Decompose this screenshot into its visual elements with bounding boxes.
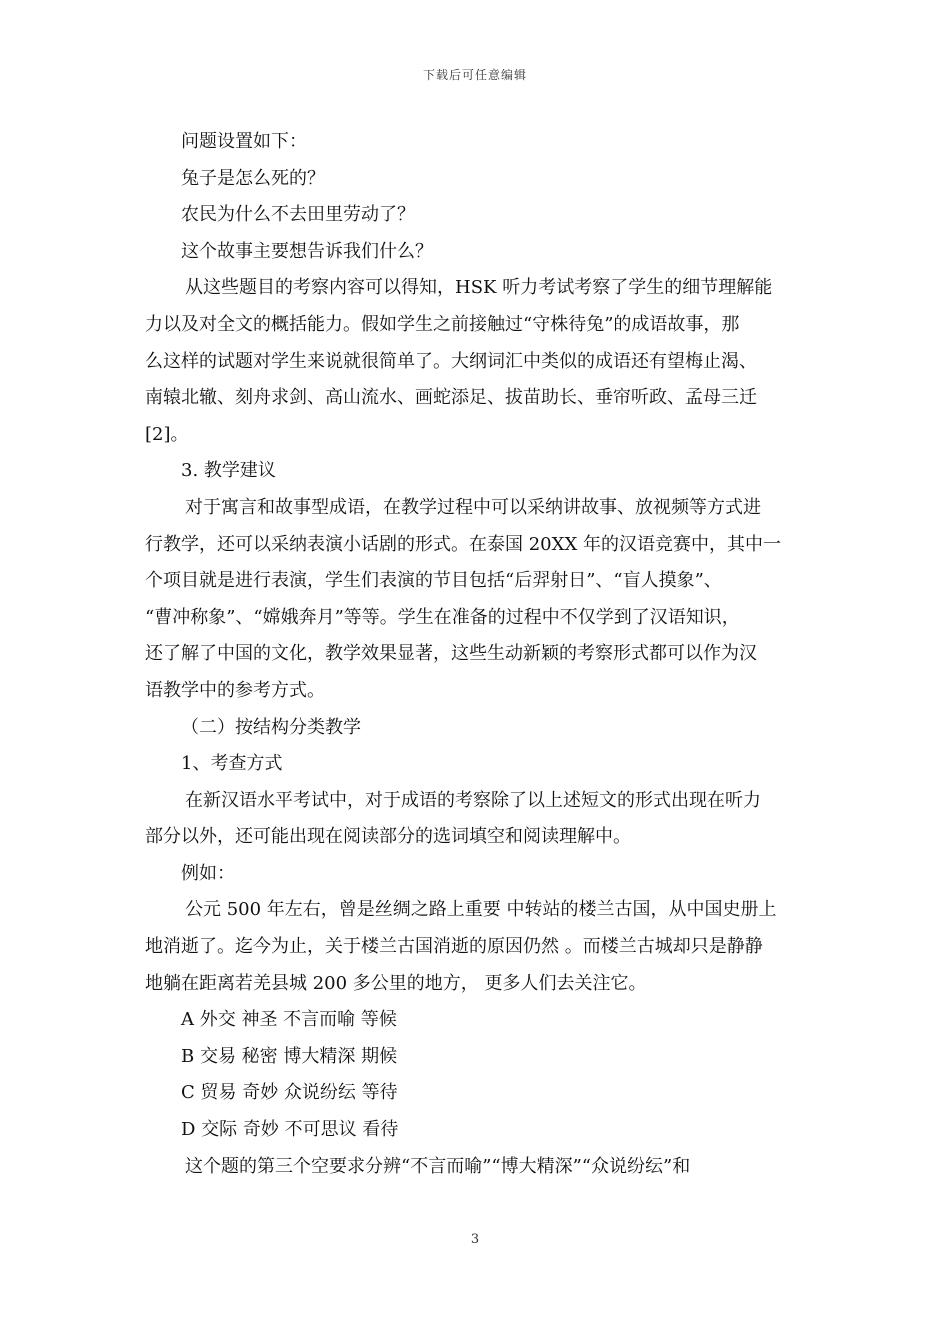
- document-body: [145, 124, 815, 1185]
- section-heading: （二）按结构分类教学: [181, 716, 361, 738]
- text-line: 从这些题目的考察内容可以得知，HSK 听力考试考察了学生的细节理解能: [185, 277, 773, 299]
- text-line: 还了解了中国的文化，教学效果显著，这些生动新颖的考察形式都可以作为汉: [145, 643, 757, 665]
- text-line: 在新汉语水平考试中，对于成语的考察除了以上述短文的形式出现在听力: [185, 789, 761, 811]
- answer-option: D 交际 奇妙 不可思议 看待: [181, 1119, 399, 1141]
- text-line: 例如：: [181, 862, 235, 884]
- section-heading: 1、考查方式: [181, 753, 283, 775]
- text-line: 对于寓言和故事型成语，在教学过程中可以采纳讲故事、放视频等方式进: [185, 496, 761, 518]
- text-line: 公元 500 年左右，曾是丝绸之路上重要 中转站的楼兰古国，从中国史册上: [185, 899, 777, 921]
- answer-option: C 贸易 奇妙 众说纷纭 等待: [181, 1082, 398, 1104]
- text-line: 这个故事主要想告诉我们什么？: [181, 240, 433, 262]
- section-heading: 3. 教学建议: [181, 460, 276, 482]
- text-line: 地消逝了。迄今为止，关于楼兰古国消逝的原因仍然 。而楼兰古城却只是静静: [145, 936, 763, 958]
- text-line: 语教学中的参考方式。: [145, 679, 325, 701]
- text-line: 么这样的试题对学生来说就很简单了。大纲词汇中类似的成语还有望梅止渴、: [145, 350, 757, 372]
- text-line: 南辕北辙、刻舟求剑、高山流水、画蛇添足、拔苗助长、垂帘听政、孟母三迁: [145, 387, 757, 409]
- text-line: 地躺在距离若羌县城 200 多公里的地方， 更多人们去关注它。: [145, 972, 647, 994]
- text-line: 兔子是怎么死的？: [181, 167, 325, 189]
- page-header: 下载后可任意编辑: [422, 68, 527, 82]
- text-line: 这个题的第三个空要求分辨“不言而喻”“博大精深”“众说纷纭”和: [185, 1155, 691, 1177]
- answer-option: B 交易 秘密 博大精深 期候: [181, 1045, 398, 1067]
- text-line: 行教学，还可以采纳表演小话剧的形式。在泰国 20XX 年的汉语竞赛中，其中一: [145, 533, 781, 555]
- page-number: 3: [470, 1232, 480, 1247]
- text-line: 个项目就是进行表演，学生们表演的节目包括“后羿射日”、“盲人摸象”、: [145, 570, 722, 592]
- text-line: 农民为什么不去田里劳动了？: [181, 204, 415, 226]
- text-line: 部分以外，还可能出现在阅读部分的选词填空和阅读理解中。: [145, 826, 631, 848]
- text-line: 力以及对全文的概括能力。假如学生之前接触过“守株待兔”的成语故事，那: [145, 313, 740, 335]
- text-line: “曹冲称象”、“嫦娥奔月”等等。学生在准备的过程中不仅学到了汉语知识，: [145, 606, 740, 628]
- text-line: [2]。: [145, 423, 189, 445]
- text-line: 问题设置如下：: [181, 131, 307, 152]
- answer-option: A 外交 神圣 不言而喻 等候: [181, 1009, 397, 1031]
